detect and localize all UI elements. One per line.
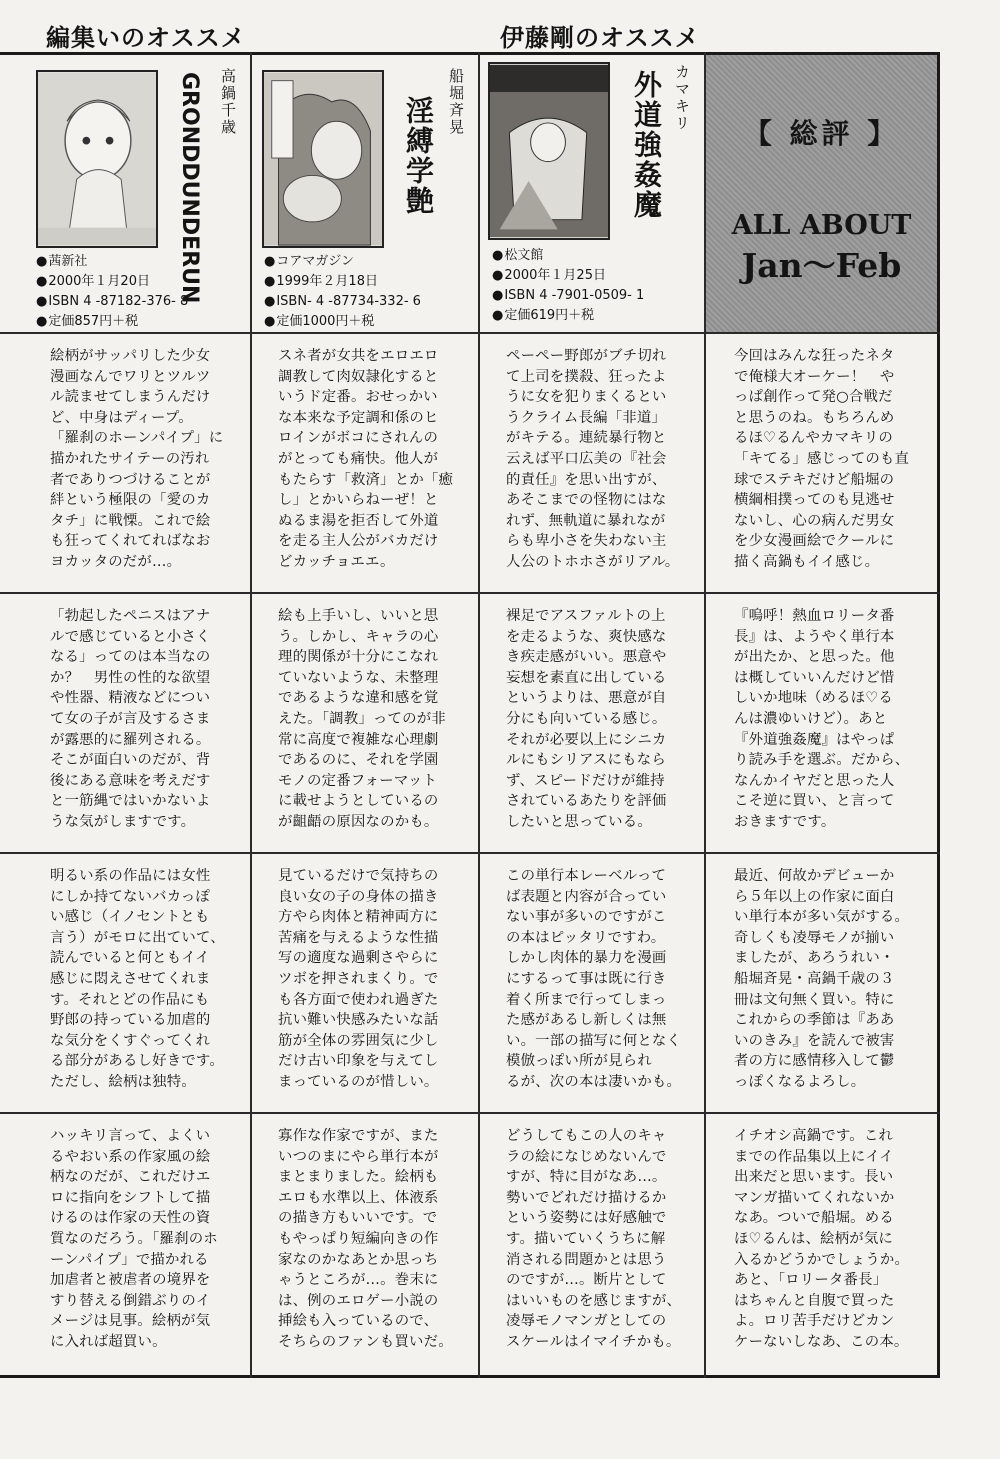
book-author-2: 船堀斉晃: [447, 68, 465, 136]
review-text: 寡作な作家ですが、また いつのまにやら単行本が まとまりました。絵柄も エロも水準以上、体液系 の描き方もいいです。で もやっぱり短編向きの作 家なのかなあとか思っち ゃうところが…。巻末に は、例のエロゲー小説の 挿絵も入っているので、 そちらのファンも買いだ。: [278, 1128, 453, 1350]
book-info-2: [264, 252, 421, 332]
manga-cover-image: [490, 64, 608, 238]
publisher: ● 松文館: [492, 246, 644, 266]
summary-period: Jan～Feb: [741, 246, 902, 285]
summary-panel: [706, 55, 937, 332]
row-divider: [0, 592, 940, 594]
row-divider: [0, 332, 940, 334]
title-line: UNDERUN: [177, 180, 203, 304]
review-text: 絵柄がサッパリした少女 漫画なんでワリとツルツ ル読ませてしまうんだけ ど、中身はディープ。 「羅刹のホーンパイプ」に 描かれたサイテーの汚れ 者でありつづけることが 絆という極限の「愛のカ タチ」に戦慄。これで絵 も狂ってくれてればなお ヨカッタのだが…。: [50, 348, 224, 570]
header-ito-recommend: 伊藤剛のオススメ: [500, 24, 700, 52]
review-text: この単行本レーベルって ば表題と内容が合ってい ない事が多いのですがこ の本はピッタリですわ。 しかし肉体的暴力を漫画 にするって事は既に行き 着く所まで行ってしまっ た感があるし新しくは無 い。一部の描写に何となく 模倣っぽい所が見られ るが、次の本は凄いかも。: [506, 868, 682, 1090]
review-text: 見ているだけで気持ちの 良い女の子の身体の描き 方やら肉体と精神両方に 苦痛を与えるような性描 写の適度な過剰さやらに ツボを押されまくり。で も各方面で使われ過ぎた 抗い難い快感みたいな話 筋が全体の雰囲気に少し だけ古い印象を与えてし まっているのが惜しい。: [278, 868, 439, 1090]
review-text: 最近、何故かデビューか ら５年以上の作家に面白 い単行本が多い気がする。 奇しくも凌辱モノが揃い ましたが、あろうれい・ 船堀斉晃・高鍋千歳の３ 冊は文句無く買い。特に これからの季節は『ああ いのきみ』を読んで被害 者の方に感情移入して鬱 っぽくなるよろし。: [734, 868, 910, 1090]
manga-cover-image: [38, 72, 156, 246]
review-text: 裸足でアスファルトの上 を走るような、爽快感な き疾走感がいい。悪意や 妄想を素直に出している というよりは、悪意が自 分にも向いている感じ。 それが必要以上にシニカ ルにもシリアスにもなら ず、スピードだけが維持 されているあたりを評価 したいと思っている。: [506, 608, 667, 830]
book-author-3: カマキリ: [673, 64, 691, 132]
review-text: ハッキリ言って、よくい るやおい系の作家風の絵 柄なのだが、これだけエ ロに指向をシフトして描 けるのは作家の天性の資 質なのだろう。「羅刹のホ ーンパイプ」で描かれる 加虐者と被虐者の境界を すり替える倒錯ぶりのイ メージは見事。絵柄が気 に入れば超買い。: [50, 1128, 218, 1350]
review-text: 「勃起したペニスはアナ ルで感じていると小さく なる」ってのは本当なの か？ 男性の性的な欲望 や性器、精液などについ て女の子が言及するさま が露悪的に羅列される。 そこが面白いのだが、背 後にある意味を考えだす と一筋縄ではいかないよ うな気がしますです。: [50, 608, 211, 830]
manga-cover-image: [264, 72, 382, 246]
book-cover-2: [262, 70, 384, 248]
book-info-3: [492, 246, 644, 326]
column-divider: [478, 52, 480, 1378]
price: ● 定価619円＋税: [492, 306, 644, 326]
review-text: イチオシ高鍋です。これ までの作品集以上にイイ 出来だと思います。長い マンガ描いてくれないか なあ。ついで船堀。める ほ♡るんは、絵柄が気に 入るかどうかでしょうか。 あと、「ロリータ番長」 はちゃんと自腹で買った よ。ロリ苦手だけどカン ケーないしなあ、この本。: [734, 1128, 910, 1350]
review-text: 絵も上手いし、いいと思 う。しかし、キャラの心 理的関係が十分にこなれ ていないような、未整理 であるような違和感を覚 えた。「調教」ってのが非 常に高度で複雑な心理劇 であるのに、それを学園 モノの定番フォーマット に載せようとしているの が齟齬の原因なのかも。: [278, 608, 446, 830]
review-text: 明るい系の作品には女性 にしか持てないバカっぽ い感じ（イノセントとも 言う）がモロに出ていて、 読んでいると何ともイイ 感じに悶えさせてくれま す。それとどの作品にも 野郎の持っている加虐的 な気分をくすぐってくれ る部分があるし好きです。 ただし、絵柄は独特。: [50, 868, 225, 1090]
summary-subtitle: ALL ABOUT: [731, 210, 912, 241]
price: ● 定価857円＋税: [36, 312, 188, 332]
book-cover-3: [488, 62, 610, 240]
publisher: ● 茜新社: [36, 252, 188, 272]
row-divider: [0, 852, 940, 854]
release-date: ● 2000年１月20日: [36, 272, 188, 292]
column-divider: [250, 52, 252, 1378]
book-info-1: [36, 252, 188, 332]
review-text: 今回はみんな狂ったネタ で俺様大オーケー！ や っぱ創作って発○合戦だ と思うのね。もちろんめ るほ♡るんやカマキリの 「キてる」感じってのも直 球でステキだけど船堀の 横綱相撲ってのも見逃せ ないし、心の病んだ男女 を少女漫画絵でクールに 描く高鍋もイイ感じ。: [734, 348, 910, 570]
review-text: スネ者が女共をエロエロ 調教して肉奴隷化すると いうド定番。おせっかい な本来な予定調和係のヒ ロインがボコにされんの がとっても痛快。他人が もたらす「救済」とか「癒 し」とかいらねーぜ！と ぬるま湯を拒否して外道 を走る主人公がバカだけ どカッチョエエ。: [278, 348, 454, 570]
book-cover-1: [36, 70, 158, 248]
review-text: 『嗚呼！熱血ロリータ番 長』は、ようやく単行本 が出たか、と思った。他 は概していいんだけど惜 しいか地味（めるほ♡る んは濃ゆいけど）。あと 『外道強姦魔』はやっぱ り読み手を選ぶ。だから、 なんかイヤだと思った人 こそ逆に買い、と言って おきますです。: [734, 608, 910, 830]
release-date: ● 1999年２月18日: [264, 272, 421, 292]
price: ● 定価1000円＋税: [264, 312, 421, 332]
review-text: ペーペー野郎がブチ切れ て上司を撲殺、狂ったよ うに女を犯りまくるとい うクライム長編「非道」 がキテる。連続暴行物と 云えば平口広美の『社会 的責任』を思い出すが、 あそこまでの怪物にはな れず、無軌道に暴れなが らも卑小さを失わない主 人公のトホホさがリアル。: [506, 348, 680, 570]
release-date: ● 2000年１月25日: [492, 266, 644, 286]
row-divider: [0, 1112, 940, 1114]
header-editor-recommend: 編集いのオススメ: [46, 24, 246, 52]
summary-title: 【 総評 】: [743, 117, 900, 150]
publisher: ● コアマガジン: [264, 252, 421, 272]
title-line: GRONDD: [177, 72, 203, 181]
isbn: ● ISBN- 4 -87734-332- 6: [264, 292, 421, 312]
isbn: ● ISBN 4 -7901-0509- 1: [492, 286, 644, 306]
review-text: どうしてもこの人のキャ ラの絵になじめないんで すが、特に目がなあ…。 勢いでどれだけ描けるか という姿勢には好感触で す。描いていくうちに解 消される問題かとは思う のですが…。断片として はいいものを感じますが、 凌辱モノマンガとしての スケールはイマイチかも。: [506, 1128, 682, 1350]
book-author-1: 高鍋千歳: [219, 68, 237, 136]
book-title-1: [177, 72, 203, 304]
book-title-3: 外道強姦魔: [630, 70, 663, 220]
book-title-2: 淫縛学艶: [402, 96, 435, 216]
isbn: ● ISBN 4 -87182-376- 8: [36, 292, 188, 312]
